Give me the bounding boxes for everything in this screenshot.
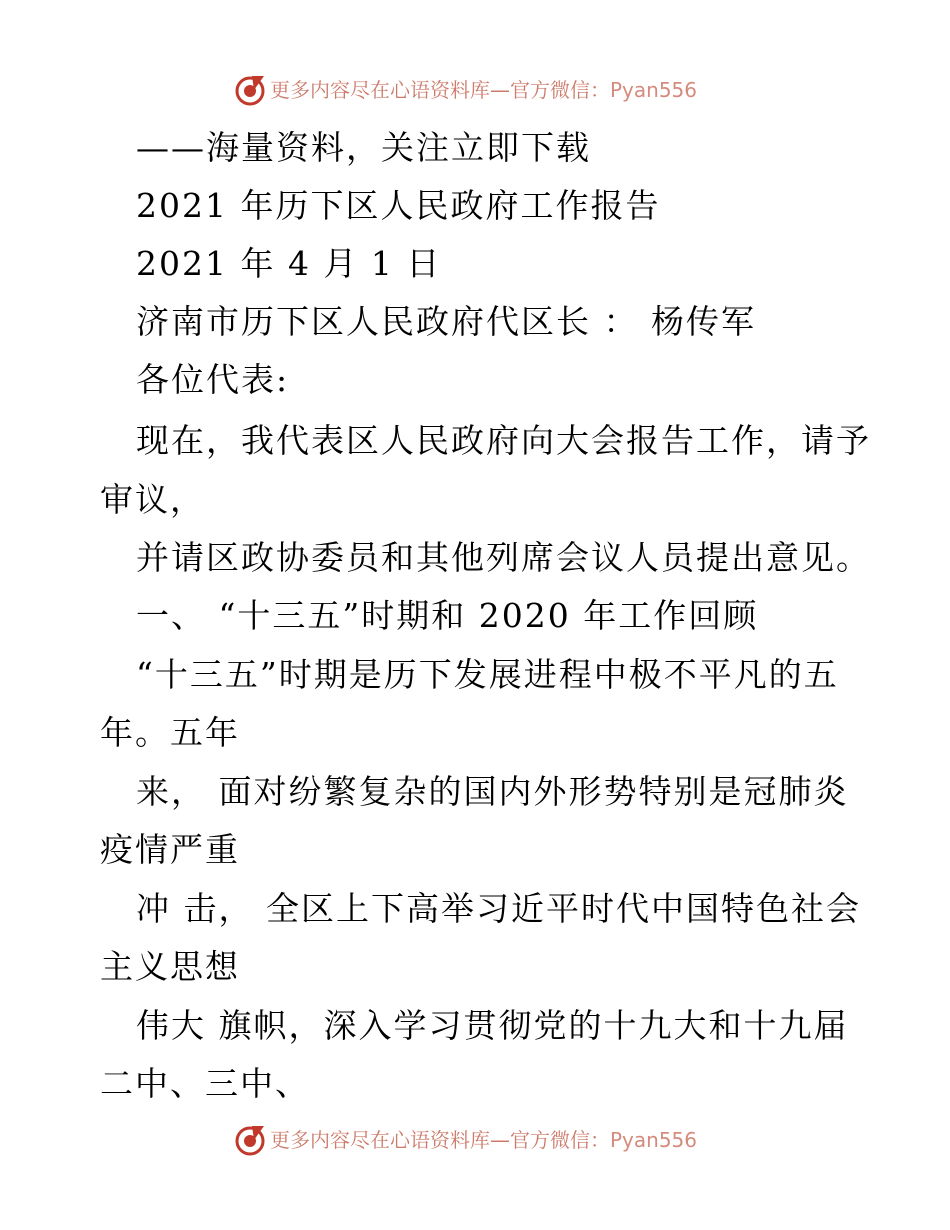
banner-text: 更多内容尽在心语资料库—官方微信：Pyan556 <box>270 78 698 102</box>
text-line: 二中、三中、 <box>100 1064 310 1103</box>
text-line: 来， 面对纷繁复杂的国内外形势特别是冠肺炎 <box>136 772 849 811</box>
header-banner <box>0 70 950 110</box>
pen-logo-icon <box>232 72 268 108</box>
text-line: 年。五年 <box>100 713 240 752</box>
text-line: 现在，我代表区人民政府向大会报告工作，请予 <box>136 421 871 460</box>
footer-banner <box>0 1120 950 1160</box>
text-line: 伟大 旗帜，深入学习贯彻党的十九大和十九届 <box>136 1006 849 1045</box>
text-line: 主义思想 <box>100 947 240 986</box>
text-line: 冲 击， 全区上下高举习近平时代中国特色社会 <box>136 889 861 928</box>
pen-logo-icon <box>232 1122 268 1158</box>
text-line: 并请区政协委员和其他列席会议人员提出意见。 <box>136 538 871 577</box>
section-heading: 一、 “十三五”时期和 2020 年工作回顾 <box>136 596 759 635</box>
author-line: 济南市历下区人民政府代区长 ： 杨传军 <box>136 302 756 341</box>
banner-text: 更多内容尽在心语资料库—官方微信：Pyan556 <box>270 1128 698 1152</box>
text-line: 疫情严重 <box>100 830 240 869</box>
doc-date: 2021 年 4 月 1 日 <box>136 244 442 283</box>
salutation: 各位代表: <box>136 360 290 399</box>
text-line: 审议， <box>100 480 205 519</box>
wechat-id: Pyan556 <box>610 78 698 102</box>
text-line: ——海量资料，关注立即下载 <box>136 128 591 167</box>
text-line: “十三五”时期是历下发展进程中极不平凡的五 <box>136 655 839 694</box>
wechat-id: Pyan556 <box>610 1128 698 1152</box>
doc-title: 2021 年历下区人民政府工作报告 <box>136 186 661 225</box>
